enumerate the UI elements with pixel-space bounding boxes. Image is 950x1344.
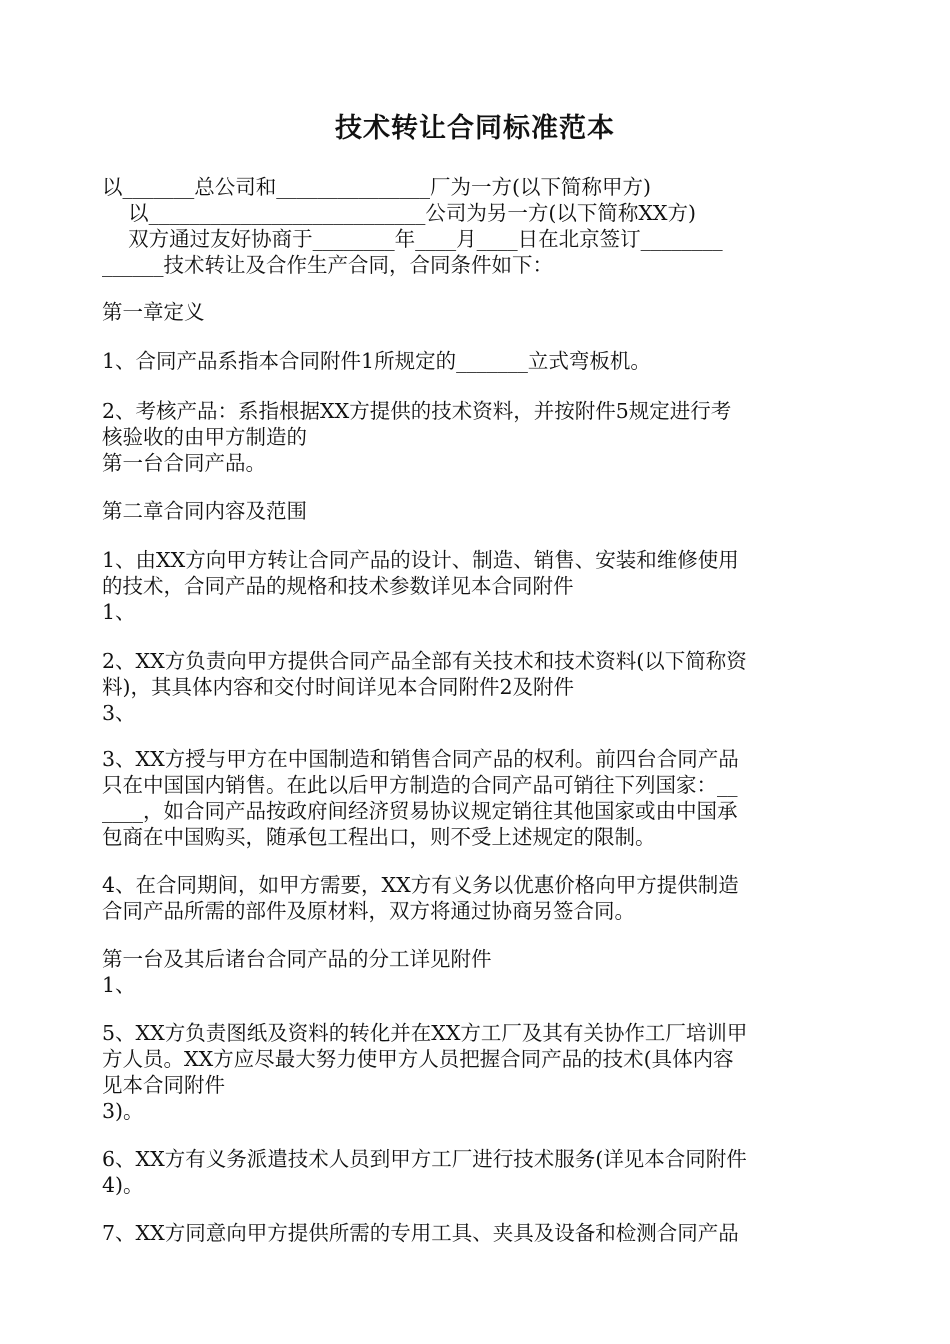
text-line: 5、XX方负责图纸及资料的转化并在XX方工厂及其有关协作工厂培训甲 (102, 1021, 748, 1045)
text-line: 核验收的由甲方制造的 (102, 425, 307, 449)
text-line: 第一台合同产品。 (102, 451, 266, 475)
text-line: 1、 (102, 600, 136, 624)
text-line: 1、合同产品系指本合同附件1所规定的_______立式弯板机。 (102, 349, 651, 373)
text-line: 以_______总公司和_______________厂为一方(以下简称甲方) (102, 175, 651, 199)
text-line: 4)。 (102, 1173, 144, 1197)
text-line: 只在中国国内销售。在此以后甲方制造的合同产品可销往下列国家：__ (102, 773, 738, 797)
text-line: 包商在中国购买，随承包工程出口，则不受上述规定的限制。 (102, 825, 656, 849)
text-line: 见本合同附件 (102, 1073, 225, 1097)
chapter-heading: 第一章定义 (102, 300, 205, 324)
text-line: 7、XX方同意向甲方提供所需的专用工具、夹具及设备和检测合同产品 (102, 1221, 739, 1245)
text-line: 双方通过友好协商于________年____月____日在北京签订________ (102, 227, 723, 251)
text-line: 合同产品所需的部件及原材料，双方将通过协商另签合同。 (102, 899, 635, 923)
text-line: 3)。 (102, 1099, 144, 1123)
text-line: 的技术，合同产品的规格和技术参数详见本合同附件 (102, 574, 574, 598)
text-line: 料)，其具体内容和交付时间详见本合同附件2及附件 (102, 675, 575, 699)
text-line: 方人员。XX方应尽最大努力使甲方人员把握合同产品的技术(具体内容 (102, 1047, 734, 1071)
document-title: 技术转让合同标准范本 (335, 113, 615, 144)
text-line: 2、考核产品：系指根据XX方提供的技术资料，并按附件5规定进行考 (102, 399, 732, 423)
text-line: 1、 (102, 973, 136, 997)
text-line: 3、 (102, 701, 136, 725)
text-line: 2、XX方负责向甲方提供合同产品全部有关技术和技术资料(以下简称资 (102, 649, 747, 673)
text-line: 第一台及其后诸台合同产品的分工详见附件 (102, 947, 492, 971)
text-line: 4、在合同期间，如甲方需要，XX方有义务以优惠价格向甲方提供制造 (102, 873, 739, 897)
text-line: ____，如合同产品按政府间经济贸易协议规定销往其他国家或由中国承 (102, 799, 738, 823)
text-line: 3、XX方授与甲方在中国制造和销售合同产品的权利。前四台合同产品 (102, 747, 739, 771)
chapter-heading: 第二章合同内容及范围 (102, 499, 307, 523)
text-line: 1、由XX方向甲方转让合同产品的设计、制造、销售、安装和维修使用 (102, 548, 739, 572)
text-line: ______技术转让及合作生产合同，合同条件如下： (102, 253, 553, 277)
text-line: 6、XX方有义务派遣技术人员到甲方工厂进行技术服务(详见本合同附件 (102, 1147, 747, 1171)
text-line: 以___________________________公司为另一方(以下简称XX方) (102, 201, 696, 225)
